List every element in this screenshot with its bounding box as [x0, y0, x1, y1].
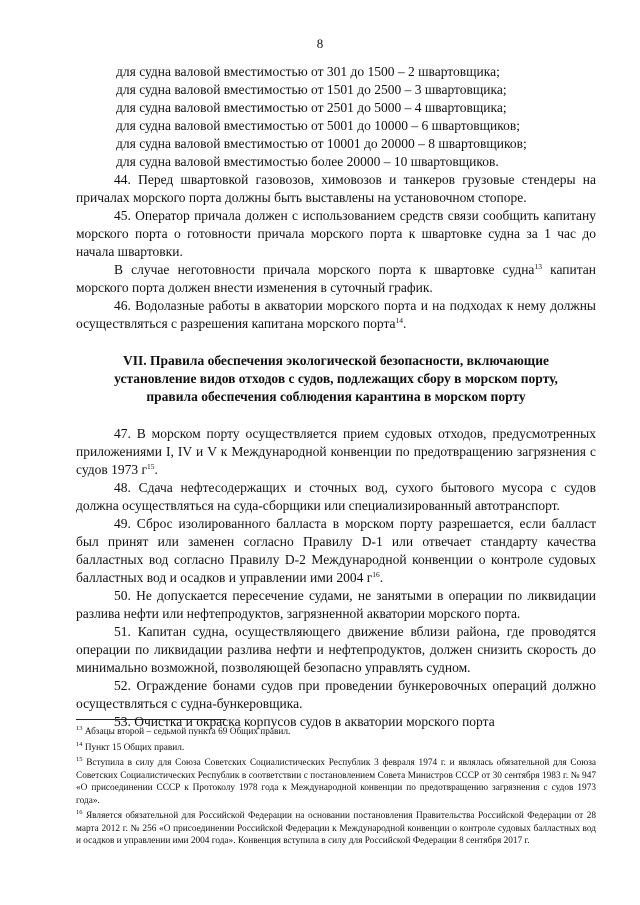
footnote-ref: 14	[395, 316, 403, 325]
list-item: для судна валовой вместимостью от 5001 до 10000 – 6 швартовщиков;	[116, 118, 521, 133]
list-item: для судна валовой вместимостью от 10001 до 20000 – 8 швартовщиков;	[116, 136, 527, 151]
paragraph-text: .	[154, 462, 158, 477]
footnote	[76, 807, 596, 848]
paragraph-47	[76, 425, 596, 479]
page-number: 8	[316, 36, 324, 51]
paragraph-45: 45. Оператор причала должен с использованием средств связи сообщить капитану морского порта о готовности причала морского порта к швартовке судна за 1 час до начала швартовки.	[76, 208, 596, 259]
section-heading-line: VII. Правила обеспечения экологической безопасности, включающие	[123, 353, 549, 368]
list-item: для судна валовой вместимостью от 301 до 1500 – 2 швартовщика;	[116, 64, 500, 79]
footnote-ref: 13	[534, 262, 542, 271]
footnote-mark: 16	[76, 809, 83, 816]
footnote-text: Вступила в силу для Союза Советских Социалистических Республик 3 февраля 1974 г. и являлась обязательной для Союза Советских Социалистических Республик в соответствии с постановлением Совета Министров СССР от 30 сентября 1983 г. № 947 «О присоединении СССР к Протоколу 1978 года к Международной конвенции по предотвращению загрязнения с судов 1973 года».	[76, 758, 596, 806]
paragraph-46	[76, 297, 596, 333]
footnote-divider	[76, 719, 226, 720]
paragraph-text: В случае неготовности причала морского порта к швартовке судна	[114, 262, 535, 277]
paragraph-45-continued	[76, 261, 596, 297]
footnote	[76, 754, 596, 807]
footnote	[76, 723, 596, 739]
paragraph-48: 48. Сдача нефтесодержащих и сточных вод, сухого бытового мусора с судов должна осуществляться на суда-сборщики или специализированный автотранспорт.	[76, 480, 596, 513]
paragraph-44: 44. Перед швартовкой газовозов, химовозов и танкеров грузовые стендеры на причалах морского порта должны быть выставлены на установочном стопоре.	[76, 172, 596, 205]
paragraph-text: 47. В морском порту осуществляется прием судовых отходов, предусмотренных приложениями I, IV и V к Международной конвенции по предотвращению загрязнения с судов 1973 г	[76, 426, 596, 477]
footnote-mark: 13	[76, 725, 83, 732]
footnotes	[76, 723, 596, 848]
list-item: для судна валовой вместимостью от 1501 до 2500 – 3 швартовщика;	[116, 82, 507, 97]
list-item: для судна валовой вместимостью от 2501 до 5000 – 4 швартовщика;	[116, 100, 507, 115]
footnote	[76, 739, 596, 755]
footnote-text: Абзацы второй – седьмой пункта 69 Общих правил.	[82, 727, 291, 737]
paragraph-50: 50. Не допускается пересечение судами, не занятыми в операции по ликвидации разлива нефти или нефтепродуктов, загрязненной акватории морского порта.	[76, 588, 596, 621]
footnote-ref: 15	[147, 462, 155, 471]
list-item: для судна валовой вместимостью более 20000 – 10 швартовщиков.	[116, 154, 499, 169]
section-heading-line: установление видов отходов с судов, подлежащих сбору в морском порту,	[114, 371, 558, 386]
paragraph-49	[76, 515, 596, 587]
paragraph-text: капитан морского порта должен внести изменения в суточный график.	[76, 262, 596, 295]
section-heading	[76, 352, 596, 406]
paragraph-text: .	[403, 316, 407, 331]
footnote-text: Является обязательной для Российской Федерации на основании постановления Правительства Российской Федерации от 28 марта 2012 г. № 256 «О присоединении Российской Федерации к Международной конвенции о контроле судовых балластных вод и осадков и управлении ими 2004 года». Конвенция вступила в силу для Российской Федерации 8 сентября 2017 г.	[76, 811, 596, 846]
footnote-mark: 15	[76, 756, 83, 763]
footnote-mark: 14	[76, 740, 83, 748]
footnote-ref: 16	[372, 570, 380, 579]
paragraph-53: 53. Очистка и окраска корпусов судов в акватории морского порта	[114, 714, 495, 729]
paragraph-text: 46. Водолазные работы в акватории морского порта и на подходах к нему должны осуществляться с разрешения капитана морского порта	[76, 298, 596, 331]
section-heading-line: правила обеспечения соблюдения карантина в морском порту	[146, 389, 526, 404]
paragraph-text: .	[379, 570, 384, 585]
footnote-text: Пункт 15 Общих правил.	[82, 742, 185, 753]
paragraph-52: 52. Ограждение бонами судов при проведении бункеровочных операций должно осуществляться с судна-бункеровщика.	[76, 678, 596, 711]
paragraph-51: 51. Капитан судна, осуществляющего движение вблизи района, где проводятся операции по ликвидации разлива нефти и нефтепродуктов, должен снизить скорость до минимально возможной, позволяющей безопасно управлять судном.	[76, 624, 596, 675]
paragraph-text: 49. Сброс изолированного балласта в морском порту разрешается, если балласт был принят или заменен согласно Правилу D-1 или отвечает стандарту качества балластных вод согласно Правилу D-2 Международной конвенции о контроле судовых балластных вод и осадков и управлении ими 2004 г	[76, 516, 596, 585]
document-body	[76, 63, 596, 731]
